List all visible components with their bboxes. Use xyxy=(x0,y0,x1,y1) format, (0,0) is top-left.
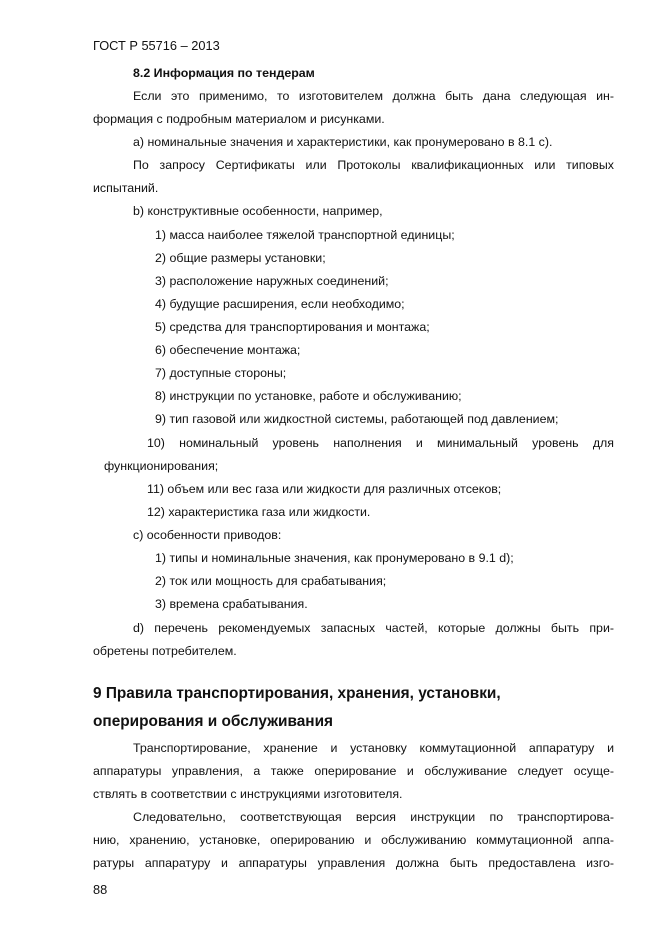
document-header: ГОСТ Р 55716 – 2013 xyxy=(93,38,220,53)
list-item: 2) ток или мощность для срабатывания; xyxy=(155,574,387,588)
list-item: 3) расположение наружных соединений; xyxy=(155,274,389,288)
list-item: 12) характеристика газа или жидкости. xyxy=(147,505,371,519)
section-9-para-1-line-2: аппаратуры управления, а также оперирование и обслуживание следует осуще- xyxy=(93,764,614,778)
subsection-title: 8.2 Информация по тендерам xyxy=(133,66,315,80)
page-number: 88 xyxy=(93,882,108,897)
list-item: 5) средства для транспортирования и монтажа; xyxy=(155,320,430,334)
item-d-line-1: d) перечень рекомендуемых запасных частей, которые должны быть при- xyxy=(133,621,614,635)
list-item: 11) объем или вес газа или жидкости для различных отсеков; xyxy=(147,482,502,496)
list-item: 8) инструкции по установке, работе и обслуживанию; xyxy=(155,389,462,403)
item-c: c) особенности приводов: xyxy=(133,528,282,542)
intro-line-2: формация с подробным материалом и рисунками. xyxy=(93,112,385,126)
item-d-line-2: обретены потребителем. xyxy=(93,644,237,658)
list-item: 4) будущие расширения, если необходимо; xyxy=(155,297,405,311)
section-9-title-line-1: 9 Правила транспортирования, хранения, установки, xyxy=(93,685,501,702)
list-item-10-line-2: функционирования; xyxy=(104,459,219,473)
item-a: а) номинальные значения и характеристики, как пронумеровано в 8.1 c). xyxy=(133,135,553,149)
section-9-title-line-2: оперирования и обслуживания xyxy=(93,713,334,730)
list-item: 1) типы и номинальные значения, как пронумеровано в 9.1 d); xyxy=(155,551,514,565)
list-item: 9) тип газовой или жидкостной системы, работающей под давлением; xyxy=(155,412,559,426)
request-line-2: испытаний. xyxy=(93,181,159,195)
list-item: 1) масса наиболее тяжелой транспортной единицы; xyxy=(155,228,455,242)
list-item: 3) времена срабатывания. xyxy=(155,597,308,611)
section-9-para-2-line-1: Следовательно, соответствующая версия инструкции по транспортирова- xyxy=(133,810,614,824)
section-9-para-2-line-2: нию, хранению, установке, оперированию и обслуживанию коммутационной аппа- xyxy=(93,833,614,847)
section-9-para-2-line-3: ратуры аппаратуру и аппаратуры управления должна быть предоставлена изго- xyxy=(93,856,614,870)
section-9-para-1-line-3: ствлять в соответствии с инструкциями изготовителя. xyxy=(93,787,403,801)
request-line-1: По запросу Сертификаты или Протоколы квалификационных или типовых xyxy=(133,158,614,172)
list-item: 6) обеспечение монтажа; xyxy=(155,343,301,357)
list-item: 2) общие размеры установки; xyxy=(155,251,326,265)
list-item-10-line-1: 10) номинальный уровень наполнения и минимальный уровень для xyxy=(147,436,614,450)
item-b: b) конструктивные особенности, например, xyxy=(133,204,383,218)
list-item: 7) доступные стороны; xyxy=(155,366,287,380)
section-9-para-1-line-1: Транспортирование, хранение и установку коммутационной аппаратуру и xyxy=(133,741,614,755)
intro-line-1: Если это применимо, то изготовителем должна быть дана следующая ин- xyxy=(133,89,614,103)
